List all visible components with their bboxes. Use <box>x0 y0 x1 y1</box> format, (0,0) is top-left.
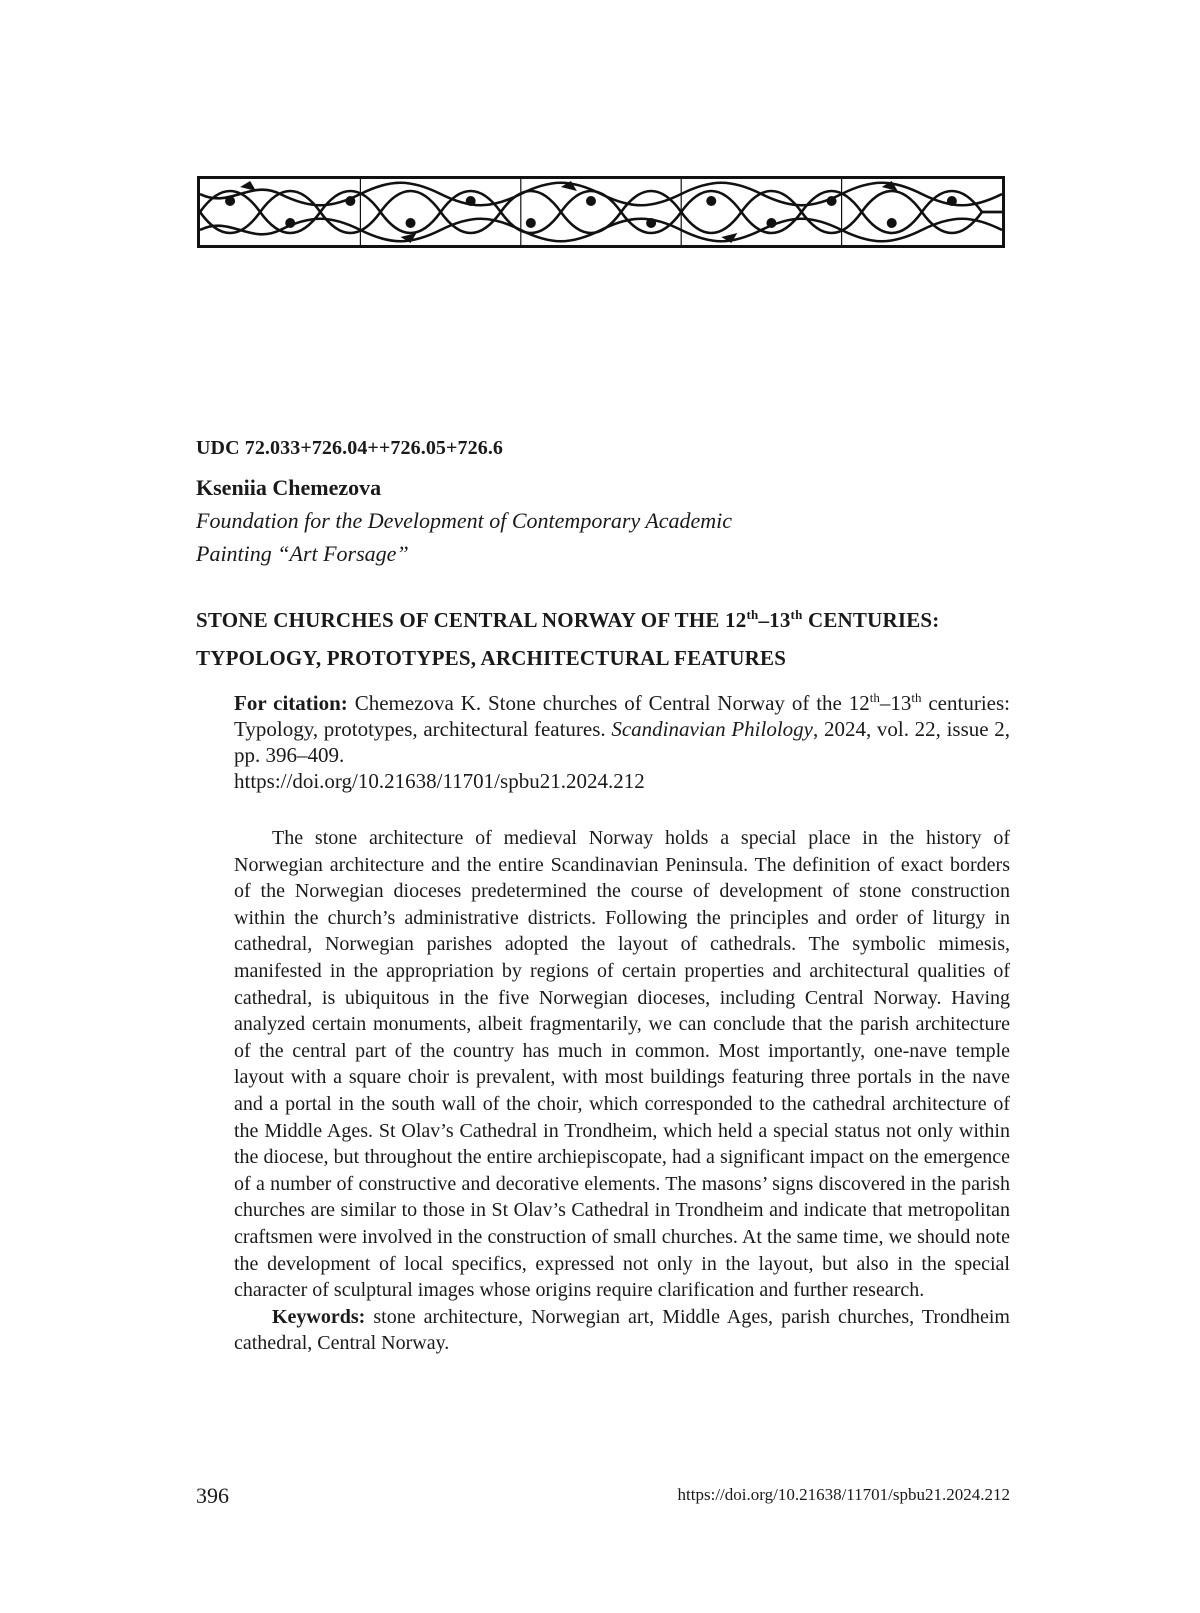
citation-doi-link[interactable]: https://doi.org/10.21638/11701/spbu21.2024.212 <box>234 769 645 793</box>
abstract <box>234 825 1010 1357</box>
title-line: STONE CHURCHES OF CENTRAL NORWAY OF THE 12th–13th CENTURIES: <box>196 607 940 632</box>
citation-block: For citation: Chemezova K. Stone churches of Central Norway of the 12th–13th centuries: Typology, prototypes, architectural features. Scandinavian Philology, 2024, vol. 22, issue 2, pp. 396–409. https://doi.org/10.21638/11701/spbu21.2024.212 <box>234 690 1011 793</box>
footer-doi-link[interactable]: https://doi.org/10.21638/11701/spbu21.2024.212 <box>677 1485 1010 1504</box>
page-number: 396 <box>196 1483 229 1508</box>
citation-label: For citation: <box>234 691 348 715</box>
keywords-text: stone architecture, Norwegian art, Middle Ages, parish churches, Trondheim cathedral, Central Norway. <box>234 1305 1010 1355</box>
journal-name: Scandinavian Philology <box>611 717 814 741</box>
affiliation-line: Painting “Art Forsage” <box>196 541 409 566</box>
author-affiliation <box>196 504 896 570</box>
affiliation-line: Foundation for the Development of Contemporary Academic <box>196 508 733 533</box>
keywords <box>234 1304 1010 1357</box>
title-line: TYPOLOGY, PROTOTYPES, ARCHITECTURAL FEATURES <box>196 646 787 670</box>
knotwork-ornament-icon <box>197 176 1005 248</box>
author-name: Kseniia Chemezova <box>196 475 382 500</box>
article-title <box>196 596 1016 677</box>
udc-code: UDC 72.033+726.04++726.05+726.6 <box>196 437 504 459</box>
keywords-label: Keywords: <box>272 1305 366 1328</box>
abstract-text: The stone architecture of medieval Norway holds a special place in the history of Norwegian architecture and the entire Scandinavian Peninsula. The definition of exact borders of the Norwegian dioceses predetermined the course of development of stone construction within the church’s administrative districts. Following the principles and order of liturgy in cathedral, Norwegian parishes adopted the layout of cathedrals. The symbolic mimesis, manifested in the appropriation by regions of certain properties and architectural qualities of cathedral, is ubiquitous in the five Norwegian dioceses, including Central Norway. Having analyzed certain monuments, albeit fragmentarily, we can conclude that the parish architecture of the central part of the country has much in common. Most importantly, one-nave temple layout with a square choir is prevalent, with most buildings featuring three portals in the nave and a portal in the south wall of the choir, which corresponded to the cathedral architecture of the Middle Ages. St Olav’s Cathedral in Trondheim, which held a special status not only within the diocese, but throughout the entire archiepiscopate, had a significant impact on the emergence of a number of constructive and decorative elements. The masons’ signs discovered in the parish churches are similar to those in St Olav’s Cathedral in Trondheim and indicate that metropolitan craftsmen were involved in the construction of small churches. At the same time, we should note the development of local specifics, expressed not only in the layout, but also in the special character of sculptural images whose origins require clarification and further research. <box>234 827 1010 1302</box>
